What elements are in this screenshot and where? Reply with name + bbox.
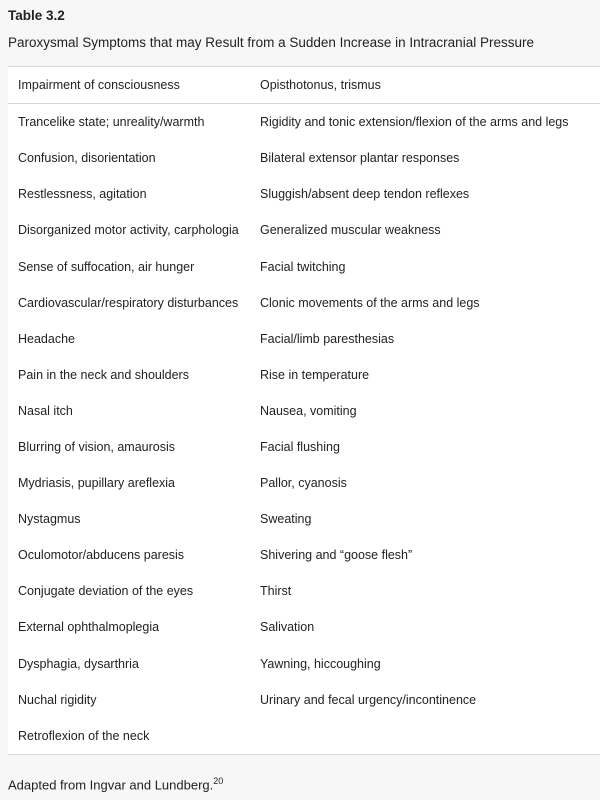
table-cell: Rigidity and tonic extension/flexion of the arms and legs [260, 115, 569, 130]
symptoms-table [8, 66, 600, 755]
footnote-text: Adapted from Ingvar and Lundberg. [8, 777, 214, 793]
table-cell: Mydriasis, pupillary areflexia [18, 476, 176, 491]
table-caption: Paroxysmal Symptoms that may Result from a Sudden Increase in Intracranial Pressure [8, 35, 534, 50]
table-row [8, 465, 600, 501]
table-cell: Restlessness, agitation [18, 187, 147, 202]
table-cell: Facial twitching [260, 259, 346, 274]
table-row [8, 321, 600, 357]
table-cell: Headache [18, 331, 75, 346]
table-row [8, 104, 600, 140]
table-row [8, 140, 600, 176]
table-row [8, 248, 600, 284]
table-row [8, 609, 600, 645]
table-cell: Confusion, disorientation [18, 151, 156, 166]
table-cell: Pain in the neck and shoulders [18, 367, 189, 382]
table-cell: Retroflexion of the neck [18, 728, 150, 743]
table-row [8, 285, 600, 321]
table-row [8, 718, 600, 754]
table-cell: Trancelike state; unreality/warmth [18, 115, 205, 130]
table-row [8, 67, 600, 104]
footnote-reference[interactable]: 20 [213, 776, 224, 786]
table-cell: Sense of suffocation, air hunger [18, 259, 195, 274]
table-cell: Nasal itch [18, 403, 73, 418]
table-cell: Dysphagia, dysarthria [18, 656, 139, 671]
table-row [8, 537, 600, 573]
table-cell: Pallor, cyanosis [260, 476, 347, 491]
table-cell: Impairment of consciousness [18, 78, 180, 93]
table-cell: Urinary and fecal urgency/incontinence [260, 692, 477, 707]
table-cell: Nystagmus [18, 512, 81, 527]
table-cell: Thirst [260, 584, 292, 599]
table-row [8, 393, 600, 429]
table-cell: Shivering and “goose flesh” [260, 548, 413, 563]
table-cell: Clonic movements of the arms and legs [260, 295, 480, 310]
table-cell: External ophthalmoplegia [18, 620, 160, 635]
table-cell: Facial flushing [260, 439, 340, 454]
table-cell: Blurring of vision, amaurosis [18, 439, 176, 454]
table-cell: Generalized muscular weakness [260, 223, 441, 238]
table-row [8, 646, 600, 682]
table-cell: Sluggish/absent deep tendon reflexes [260, 187, 470, 202]
table-row [8, 212, 600, 248]
table-cell: Cardiovascular/respiratory disturbances [18, 295, 239, 310]
table-cell: Sweating [260, 512, 312, 527]
table-cell: Nausea, vomiting [260, 403, 357, 418]
table-row [8, 176, 600, 212]
table-cell: Facial/limb paresthesias [260, 331, 395, 346]
table-cell: Oculomotor/abducens paresis [18, 548, 185, 563]
table-cell: Conjugate deviation of the eyes [18, 584, 194, 599]
table-row [8, 682, 600, 718]
table-row [8, 429, 600, 465]
table-title: Table 3.2 [8, 8, 65, 23]
table-row [8, 501, 600, 537]
table-cell: Rise in temperature [260, 367, 370, 382]
table-row [8, 573, 600, 609]
table-cell: Bilateral extensor plantar responses [260, 151, 460, 166]
table-footnote [8, 776, 223, 792]
table-cell: Disorganized motor activity, carphologia [18, 223, 239, 238]
table-cell: Opisthotonus, trismus [260, 78, 381, 93]
table-cell: Salivation [260, 620, 315, 635]
table-cell: Yawning, hiccoughing [260, 656, 381, 671]
table-cell: Nuchal rigidity [18, 692, 97, 707]
table-row [8, 357, 600, 393]
